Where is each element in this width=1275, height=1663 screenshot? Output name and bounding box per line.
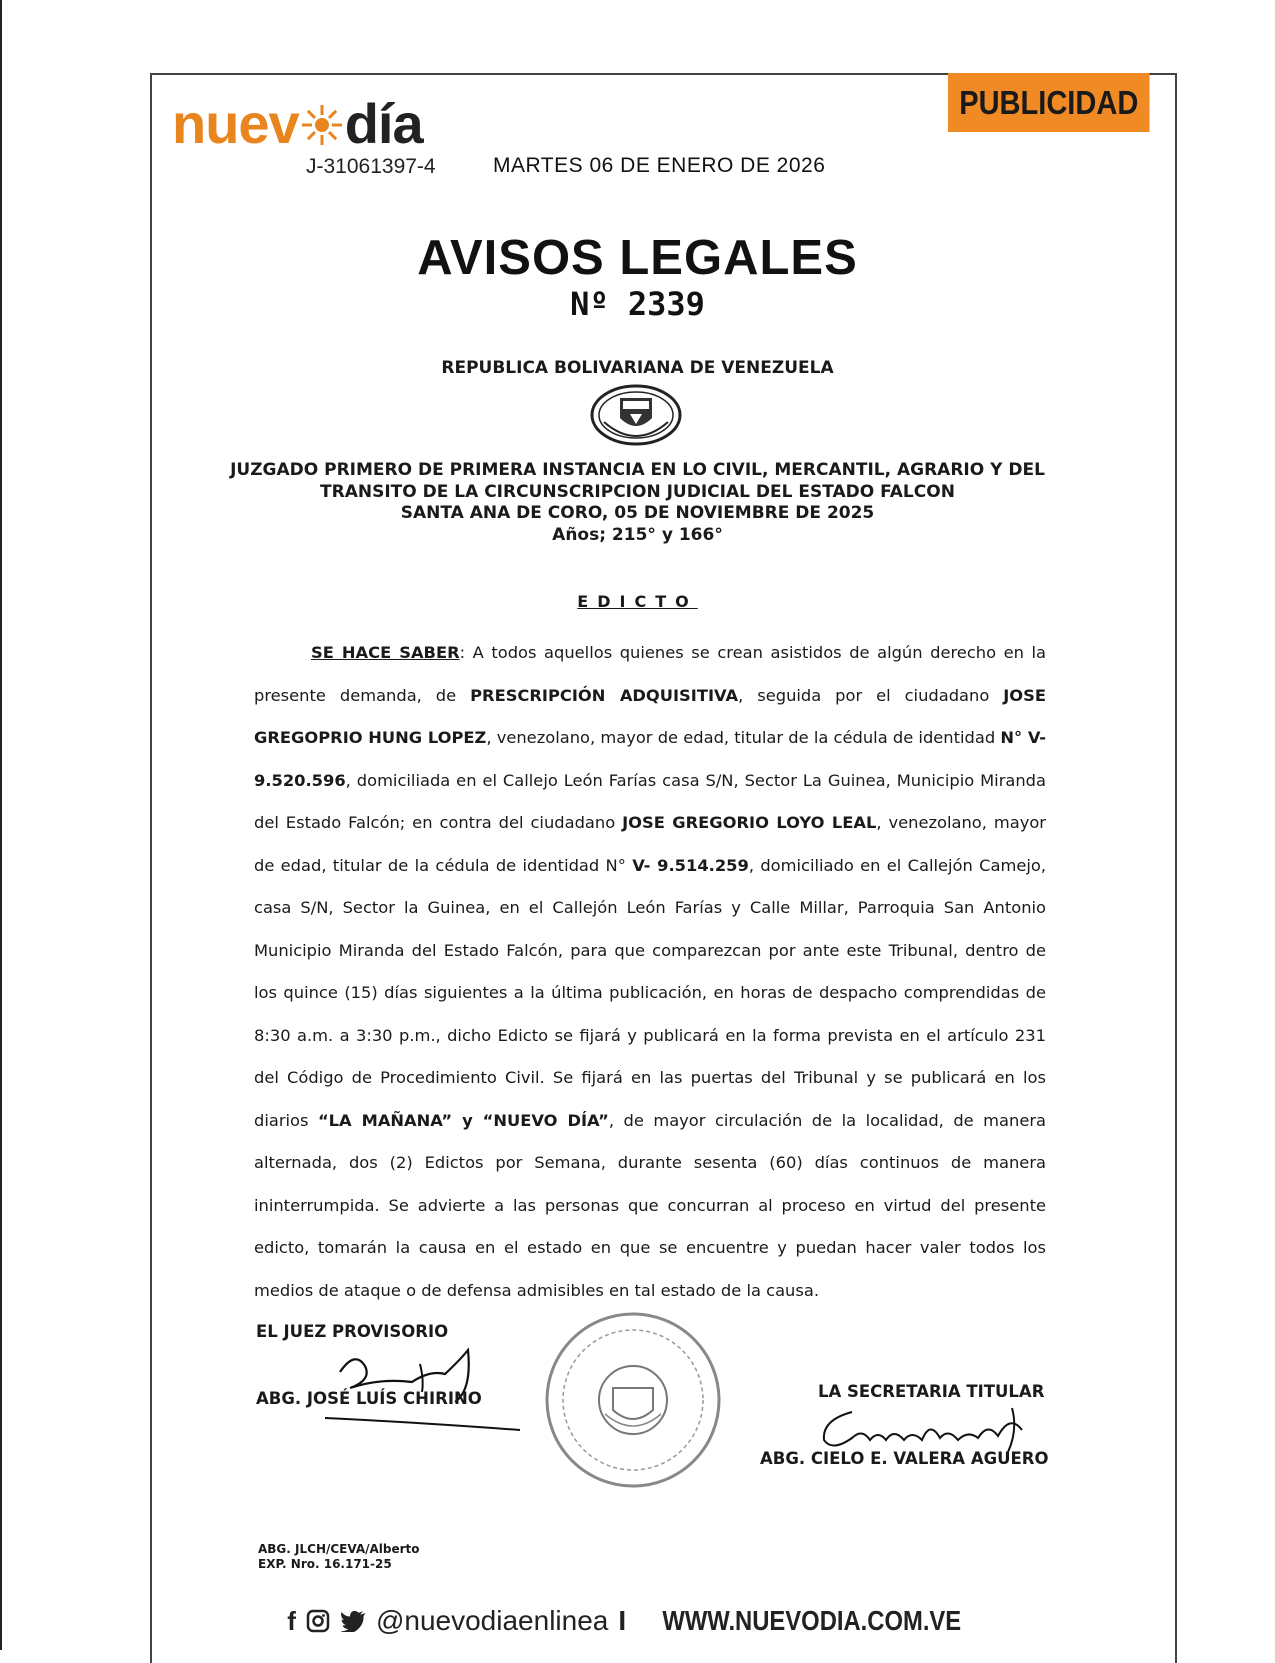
sun-icon [300,103,344,147]
expediente-number: EXP. Nro. 16.171-25 [258,1556,392,1571]
defendant-id: V- 9.514.259 [632,855,749,875]
footer-separator: I [618,1605,627,1636]
court-seal-icon [543,1310,723,1490]
secretary-title: LA SECRETARIA TITULAR [818,1382,1045,1401]
court-line-2: TRANSITO DE LA CIRCUNSCRIPCION JUDICIAL DEL ESTADO FALCON [320,481,955,502]
edicto-heading: EDICTO [577,592,698,611]
claim-type: PRESCRIPCIÓN ADQUISITIVA [470,685,739,705]
logo-text-dia: día [344,92,423,155]
case-references [258,1542,420,1571]
plaintiff-name: JOSE GREGOPRIO HUNG LOPEZ [254,685,1046,747]
publication-date: MARTES 06 DE ENERO DE 2026 [493,154,826,177]
court-line-4: Años; 215° y 166° [552,524,723,545]
court-heading [0,460,1275,546]
publicidad-badge: PUBLICIDAD [948,73,1150,132]
website-link[interactable]: WWW.NUEVODIA.COM.VE [662,1605,962,1636]
social-handle[interactable]: @nuevodiaenlinea [375,1605,609,1636]
edicto-body [254,632,1046,1312]
section-title: AVISOS LEGALES [417,231,858,285]
coat-of-arms-icon [590,384,682,446]
body-text-1: : A todos aquellos quienes se crean asistidos de algún derecho en la presente demanda, de [254,643,1046,705]
logo-text-nuev: nuev [172,92,299,155]
body-text-5: , venezolano, mayor de edad, titular de la cédula de identidad N° [254,813,1046,875]
judge-signature [320,1330,530,1440]
body-text-2: , seguida por el ciudadano [738,685,1004,705]
court-line-1: JUZGADO PRIMERO DE PRIMERA INSTANCIA EN LO CIVIL, MERCANTIL, AGRARIO Y DEL [230,460,1045,480]
initials-reference: ABG. JLCH/CEVA/Alberto [258,1542,420,1556]
defendant-name: JOSE GREGORIO LOYO LEAL [622,813,877,832]
tax-id: J-31061397-4 [306,155,436,178]
republic-heading: REPUBLICA BOLIVARIANA DE VENEZUELA [441,358,834,378]
body-text-3: , venezolano, mayor de edad, titular de la cédula de identidad [486,728,1001,747]
plaintiff-id: N° V- 9.520.596 [254,728,1047,790]
body-text-6: , domiciliado en el Callejón Camejo, casa S/N, Sector la Guinea, en el Callejón León Farías y Calle Millar, Parroquia San Antonio Municipio Miranda del Estado Falcón, para que comparezcan por ante este Tribunal, dentro de los quince (15) días siguientes a la última publicación, en horas de despacho comprendidas de 8:30 a.m. a 3:30 p.m., dicho Edicto se fijará y publicará en la forma prevista en el artículo 231 del Código de Procedimiento Civil. Se fijará en las puertas del Tribunal y se publicará en los diarios [254,855,1047,1130]
newspaper-logo [172,92,423,155]
notice-number: Nº 2339 [570,285,705,323]
edicto-paragraph [254,632,1046,1312]
judge-name: ABG. JOSÉ LUÍS CHIRINO [256,1389,482,1408]
court-line-3: SANTA ANA DE CORO, 05 DE NOVIEMBRE DE 2025 [400,503,875,523]
judge-title: EL JUEZ PROVISORIO [256,1322,449,1341]
twitter-icon[interactable] [340,1610,366,1632]
footer-bar [0,1605,1275,1637]
lead-phrase: SE HACE SABER [311,643,460,662]
newspapers: “LA MAÑANA” y “NUEVO DÍA” [317,1110,609,1130]
instagram-icon[interactable] [306,1609,330,1633]
facebook-icon[interactable]: f [287,1605,296,1636]
body-text-7: , de mayor circulación de la localidad, de manera alternada, dos (2) Edictos por Semana, durante sesenta (60) días continuos de manera ininterrumpida. Se advierte a las personas que concurran al proceso en virtud del presente edicto, tomarán la causa en el estado en que se encuentre y puedan hacer valer todos los medios de ataque o de defensa admisibles en tal estado de la causa. [254,1110,1047,1300]
secretary-name: ABG. CIELO E. VALERA AGUERO [760,1449,1049,1468]
body-text-4: , domiciliada en el Callejo León Farías casa S/N, Sector La Guinea, Municipio Miranda del Estado Falcón; en contra del ciudadano [254,770,1046,832]
